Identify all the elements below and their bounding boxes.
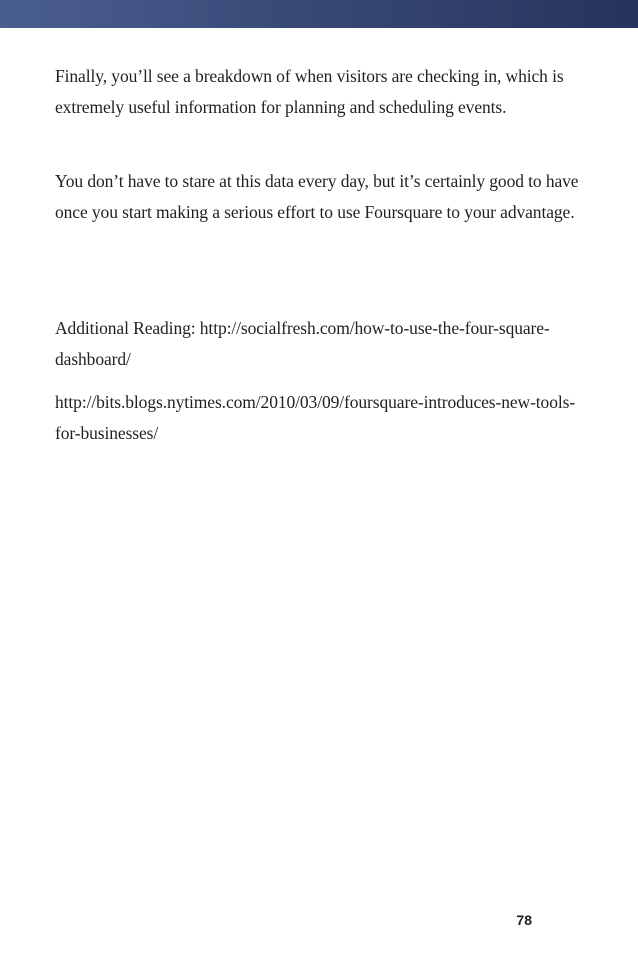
paragraph-text: Additional Reading: http://socialfresh.com/how-to-use-the-four-square-dashboard/ (55, 318, 550, 369)
paragraph-data-usage (55, 166, 590, 228)
paragraph-nytimes-link (55, 387, 590, 449)
paragraph-text: http://bits.blogs.nytimes.com/2010/03/09/foursquare-introduces-new-tools-for-businesses/ (55, 392, 576, 443)
paragraph-additional-reading (55, 313, 590, 375)
header-bar (0, 0, 638, 28)
paragraph-visitor-breakdown (55, 61, 590, 123)
paragraph-text: Finally, you’ll see a breakdown of when visitors are checking in, which is extremely useful information for planning and scheduling events. (55, 66, 564, 117)
paragraph-text: You don’t have to stare at this data every day, but it’s certainly good to have once you start making a serious effort to use Foursquare to your advantage. (55, 171, 579, 222)
page-number: 78 (516, 912, 532, 928)
